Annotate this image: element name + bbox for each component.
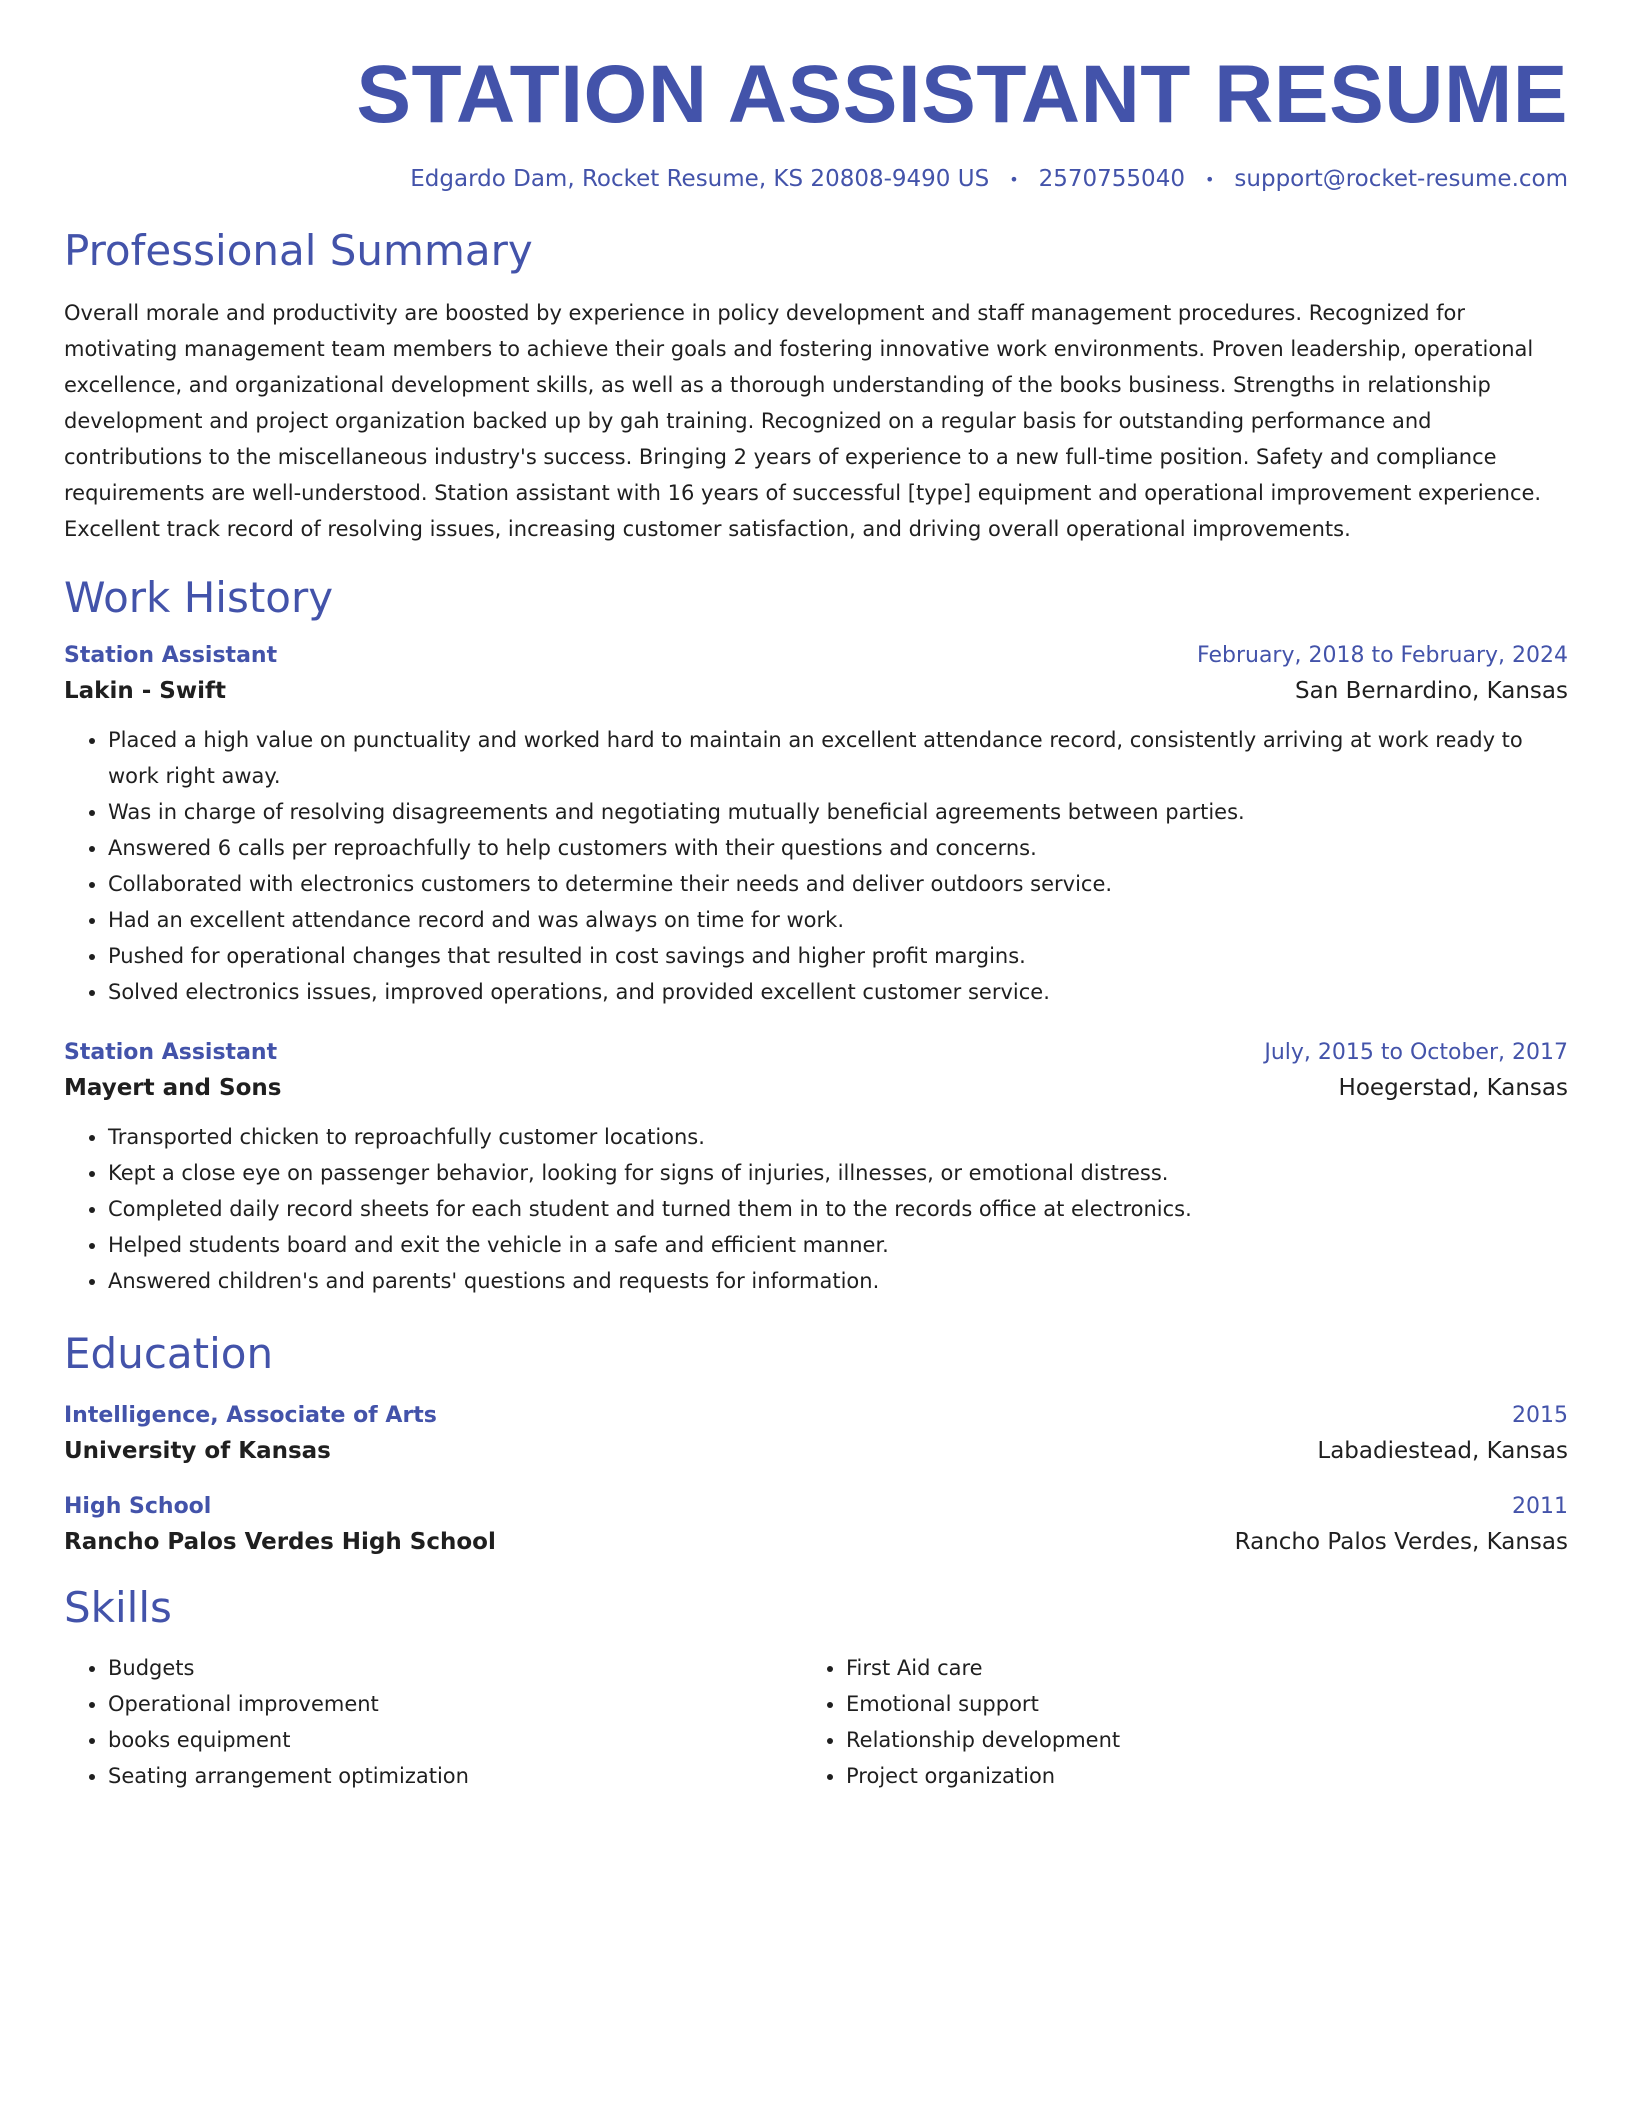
degree-title: High School (64, 1494, 212, 1520)
school-location: Rancho Palos Verdes, Kansas (1234, 1529, 1568, 1556)
graduation-year: 2015 (1512, 1403, 1568, 1429)
list-item: • Had an excellent attendance record and was always on time for work. (108, 902, 1568, 938)
job-entry (64, 1040, 1568, 1299)
skill-item: • Budgets (108, 1650, 802, 1686)
contact-email: support@rocket-resume.com (1234, 166, 1568, 193)
contact-separator: • (1204, 169, 1215, 189)
education-entry (64, 1403, 1568, 1464)
contact-address: Edgardo Dam, Rocket Resume, KS 20808-9490 US (410, 166, 990, 193)
summary-heading: Professional Summary (64, 226, 533, 276)
job-location: Hoegerstad, Kansas (1338, 1074, 1568, 1101)
skill-item: • Relationship development (846, 1722, 1540, 1758)
job-duties-list (64, 722, 1568, 1010)
list-item: • Helped students board and exit the vehicle in a safe and efficient manner. (108, 1227, 1568, 1263)
skill-item: • Operational improvement (108, 1686, 802, 1722)
list-item: • Answered children's and parents' questions and requests for information. (108, 1263, 1568, 1299)
list-item: • Collaborated with electronics customers to determine their needs and deliver outdoors service. (108, 866, 1568, 902)
skill-item: • Project organization (846, 1758, 1540, 1794)
job-company: Mayert and Sons (64, 1074, 282, 1101)
contact-separator: • (1009, 169, 1019, 189)
list-item: • Was in charge of resolving disagreements and negotiating mutually beneficial agreements between parties. (108, 794, 1568, 830)
school-location: Labadiestead, Kansas (1317, 1438, 1568, 1465)
education-heading: Education (64, 1328, 274, 1378)
job-company: Lakin - Swift (64, 677, 226, 704)
list-item: • Answered 6 calls per reproachfully to help customers with their questions and concerns. (108, 830, 1568, 866)
list-item: • Pushed for operational changes that resulted in cost savings and higher profit margins. (108, 938, 1568, 974)
list-item: • Transported chicken to reproachfully customer locations. (108, 1119, 1568, 1155)
job-duties-list (64, 1119, 1568, 1299)
contact-phone: 2570755040 (1038, 166, 1185, 193)
list-item: • Solved electronics issues, improved operations, and provided excellent customer service. (108, 974, 1568, 1010)
school-name: Rancho Palos Verdes High School (64, 1529, 496, 1556)
education-entry (64, 1494, 1568, 1555)
skills-heading: Skills (64, 1583, 172, 1633)
skill-item: • Seating arrangement optimization (108, 1758, 802, 1794)
job-title: Station Assistant (64, 642, 278, 668)
list-item: • Placed a high value on punctuality and worked hard to maintain an excellent attendance record, consistently arriving at work ready to work right away. (108, 722, 1568, 794)
list-item: • Completed daily record sheets for each student and turned them in to the records office at electronics. (108, 1191, 1568, 1227)
degree-title: Intelligence, Associate of Arts (64, 1403, 437, 1429)
skills-list-right (802, 1650, 1540, 1794)
skill-item: • Emotional support (846, 1686, 1540, 1722)
resume-title: STATION ASSISTANT RESUME (356, 49, 1568, 140)
skills-list-left (64, 1650, 802, 1794)
work-history-heading: Work History (64, 572, 334, 622)
job-location: San Bernardino, Kansas (1295, 677, 1568, 704)
job-entry (64, 643, 1568, 1010)
job-dates: July, 2015 to October, 2017 (1264, 1039, 1568, 1065)
skill-item: • First Aid care (846, 1650, 1540, 1686)
skills-grid (64, 1650, 1568, 1794)
job-dates: February, 2018 to February, 2024 (1197, 642, 1568, 668)
school-name: University of Kansas (64, 1438, 331, 1465)
contact-line (64, 166, 1568, 192)
graduation-year: 2011 (1512, 1494, 1568, 1520)
job-title: Station Assistant (64, 1039, 278, 1065)
skill-item: • books equipment (108, 1722, 802, 1758)
list-item: • Kept a close eye on passenger behavior, looking for signs of injuries, illnesses, or emotional distress. (108, 1155, 1568, 1191)
summary-text: Overall morale and productivity are boosted by experience in policy development and staff management procedures. Recognized for motivating management team members to achieve their goals and fostering innovative work environments. Proven leadership, operational excellence, and organizational development skills, as well as a thorough understanding of the books business. Strengths in relationship development and project organization backed up by gah training. Recognized on a regular basis for outstanding performance and contributions to the miscellaneous industry's success. Bringing 2 years of experience to a new full-time position. Safety and compliance requirements are well-understood. Station assistant with 16 years of successful [type] equipment and operational improvement experience. Excellent track record of resolving issues, increasing customer satisfaction, and driving overall operational improvements. (64, 300, 1542, 541)
